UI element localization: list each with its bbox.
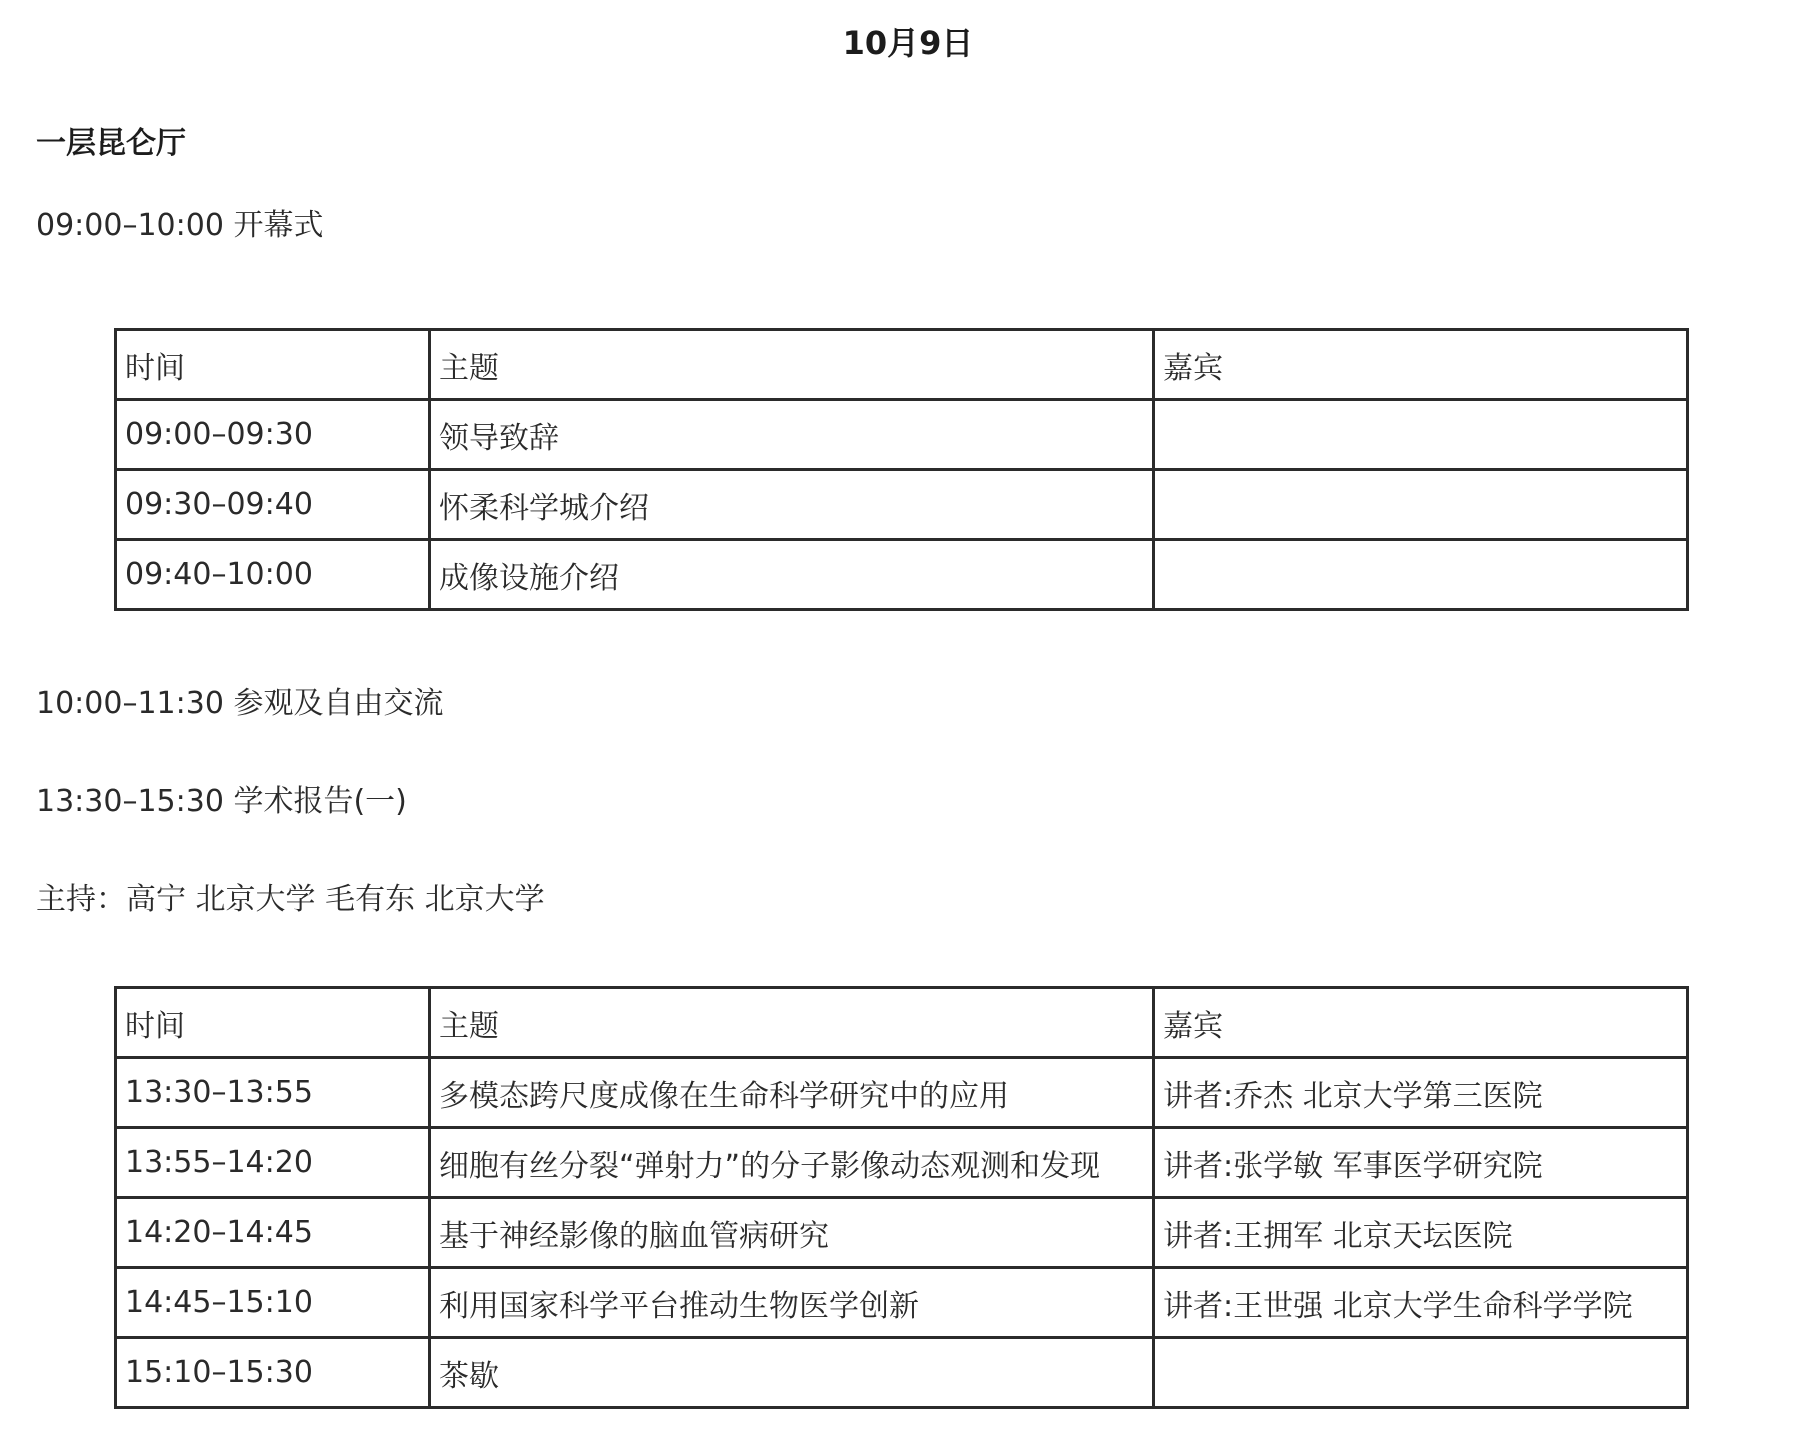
table-row — [116, 1338, 1688, 1408]
cell-time: 09:40–10:00 — [116, 540, 430, 610]
cell-topic: 利用国家科学平台推动生物医学创新 — [430, 1268, 1154, 1338]
table-row — [116, 1268, 1688, 1338]
cell-topic: 基于神经影像的脑血管病研究 — [430, 1198, 1154, 1268]
cell-guest — [1154, 1338, 1688, 1408]
cell-topic: 领导致辞 — [430, 400, 1154, 470]
cell-time: 15:10–15:30 — [116, 1338, 430, 1408]
opening-schedule-table — [114, 328, 1689, 611]
cell-time: 13:30–13:55 — [116, 1058, 430, 1128]
cell-guest — [1154, 400, 1688, 470]
cell-guest: 讲者:张学敏 军事医学研究院 — [1154, 1128, 1688, 1198]
table-row — [116, 400, 1688, 470]
cell-guest — [1154, 470, 1688, 540]
header-guest: 嘉宾 — [1154, 988, 1688, 1058]
cell-topic: 成像设施介绍 — [430, 540, 1154, 610]
opening-session-line: 09:00–10:00 开幕式 — [36, 208, 324, 243]
visit-session-line: 10:00–11:30 参观及自由交流 — [36, 686, 444, 721]
host-line: 主持：高宁 北京大学 毛有东 北京大学 — [36, 882, 545, 917]
cell-topic: 茶歇 — [430, 1338, 1154, 1408]
table-row — [116, 1128, 1688, 1198]
table-row — [116, 1058, 1688, 1128]
table-header-row — [116, 988, 1688, 1058]
table-row — [116, 540, 1688, 610]
cell-topic: 怀柔科学城介绍 — [430, 470, 1154, 540]
report-session-line: 13:30–15:30 学术报告(一) — [36, 784, 407, 819]
cell-guest: 讲者:王拥军 北京天坛医院 — [1154, 1198, 1688, 1268]
report-schedule-table — [114, 986, 1689, 1409]
header-topic: 主题 — [430, 330, 1154, 400]
cell-topic: 细胞有丝分裂“弹射力”的分子影像动态观测和发现 — [430, 1128, 1154, 1198]
hall-title: 一层昆仑厅 — [36, 126, 186, 161]
header-guest: 嘉宾 — [1154, 330, 1688, 400]
cell-time: 13:55–14:20 — [116, 1128, 430, 1198]
page-title: 10月9日 — [842, 24, 974, 62]
table-row — [116, 470, 1688, 540]
cell-time: 14:45–15:10 — [116, 1268, 430, 1338]
cell-time: 09:00–09:30 — [116, 400, 430, 470]
table-header-row — [116, 330, 1688, 400]
cell-topic: 多模态跨尺度成像在生命科学研究中的应用 — [430, 1058, 1154, 1128]
cell-time: 14:20–14:45 — [116, 1198, 430, 1268]
cell-time: 09:30–09:40 — [116, 470, 430, 540]
header-time: 时间 — [116, 330, 430, 400]
table-row — [116, 1198, 1688, 1268]
header-topic: 主题 — [430, 988, 1154, 1058]
header-time: 时间 — [116, 988, 430, 1058]
cell-guest: 讲者:乔杰 北京大学第三医院 — [1154, 1058, 1688, 1128]
cell-guest — [1154, 540, 1688, 610]
cell-guest: 讲者:王世强 北京大学生命科学学院 — [1154, 1268, 1688, 1338]
